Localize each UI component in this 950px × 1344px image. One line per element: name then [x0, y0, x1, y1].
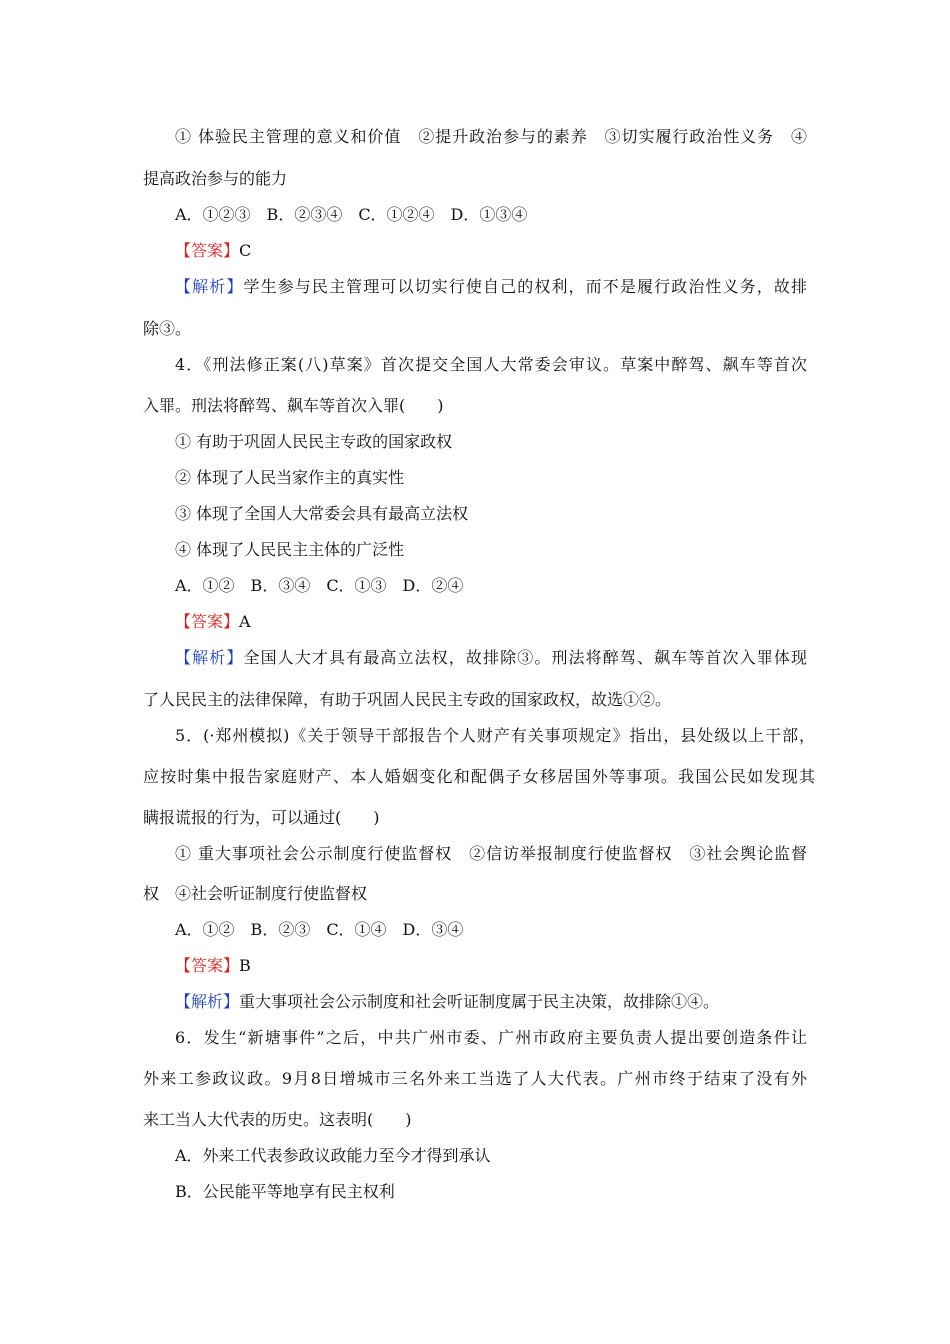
q4-explanation-line-1 [175, 646, 807, 670]
q4-option-3: ③ 体现了全国人大常委会具有最高立法权 [175, 504, 469, 523]
q5-stem-line-3: 瞒报谎报的行为，可以通过( ) [143, 808, 380, 827]
q3-choices: A．①②③ B．②③④ C．①②④ D．①③④ [175, 205, 528, 224]
explanation-text: 全国人大才具有最高立法权，故排除③。刑法将醉驾、飙车等首次入罪体现 [243, 648, 807, 667]
explanation-tag: 【解析】 [175, 648, 244, 667]
q4-option-4: ④ 体现了人民民主主体的广泛性 [175, 540, 405, 559]
explanation-text: 重大事项社会公示制度和社会听证制度属于民主决策，故排除①④。 [239, 992, 720, 1011]
q6-option-b: B．公民能平等地享有民主权利 [175, 1182, 395, 1201]
answer-value: B [239, 956, 251, 975]
q3-explanation-line-2: 除③。 [143, 319, 192, 338]
q5-explanation-line-1 [175, 990, 855, 1014]
explanation-tag: 【解析】 [175, 277, 244, 296]
q3-options-line-1: ① 体验民主管理的意义和价值 ②提升政治参与的素养 ③切实履行政治性义务 ④ [175, 127, 807, 146]
q4-stem-line-2: 入罪。刑法将醉驾、飙车等首次入罪( ) [143, 396, 444, 415]
answer-tag: 【答案】 [175, 956, 240, 975]
q5-options-line-2: 权 ④社会听证制度行使监督权 [143, 884, 368, 903]
q4-option-2: ② 体现了人民当家作主的真实性 [175, 468, 405, 487]
answer-tag: 【答案】 [175, 612, 240, 631]
q5-choices: A．①② B．②③ C．①④ D．③④ [175, 920, 464, 939]
q5-options-line-1: ① 重大事项社会公示制度行使监督权 ②信访举报制度行使监督权 ③社会舆论监督 [175, 844, 807, 863]
q4-explanation-line-2: 了人民民主的法律保障，有助于巩固人民民主专政的国家政权，故选①②。 [143, 690, 672, 709]
q5-stem-line-1: 5．(·郑州模拟)《关于领导干部报告个人财产有关事项规定》指出，县处级以上干部， [175, 726, 815, 745]
q4-option-1: ① 有助于巩固人民民主专政的国家政权 [175, 432, 453, 451]
q4-choices: A．①② B．③④ C．①③ D．②④ [175, 576, 464, 595]
q3-options-line-2: 提高政治参与的能力 [143, 169, 288, 188]
q4-answer [175, 610, 855, 634]
q5-stem-line-2: 应按时集中报告家庭财产、本人婚姻变化和配偶子女移居国外等事项。我国公民如发现其 [143, 767, 815, 786]
explanation-tag: 【解析】 [175, 992, 240, 1011]
answer-value: A [239, 612, 251, 631]
q3-answer [175, 239, 855, 263]
q4-stem-line-1: 4．《刑法修正案(八)草案》首次提交全国人大常委会审议。草案中醉驾、飙车等首次 [175, 355, 807, 374]
q3-explanation-line-1 [175, 275, 807, 299]
answer-tag: 【答案】 [175, 241, 240, 260]
q6-stem-line-1: 6．发生“新塘事件”之后，中共广州市委、广州市政府主要负责人提出要创造条件让 [175, 1028, 807, 1047]
explanation-text: 学生参与民主管理可以切实行使自己的权利，而不是履行政治性义务，故排 [243, 277, 807, 296]
q5-answer [175, 954, 855, 978]
q6-option-a: A．外来工代表参政议政能力至今才得到承认 [175, 1146, 491, 1165]
q6-stem-line-2: 外来工参政议政。9月8日增城市三名外来工当选了人大代表。广州市终于结束了没有外 [143, 1069, 807, 1088]
q6-stem-line-3: 来工当人大代表的历史。这表明( ) [143, 1110, 412, 1129]
answer-value: C [239, 241, 252, 260]
